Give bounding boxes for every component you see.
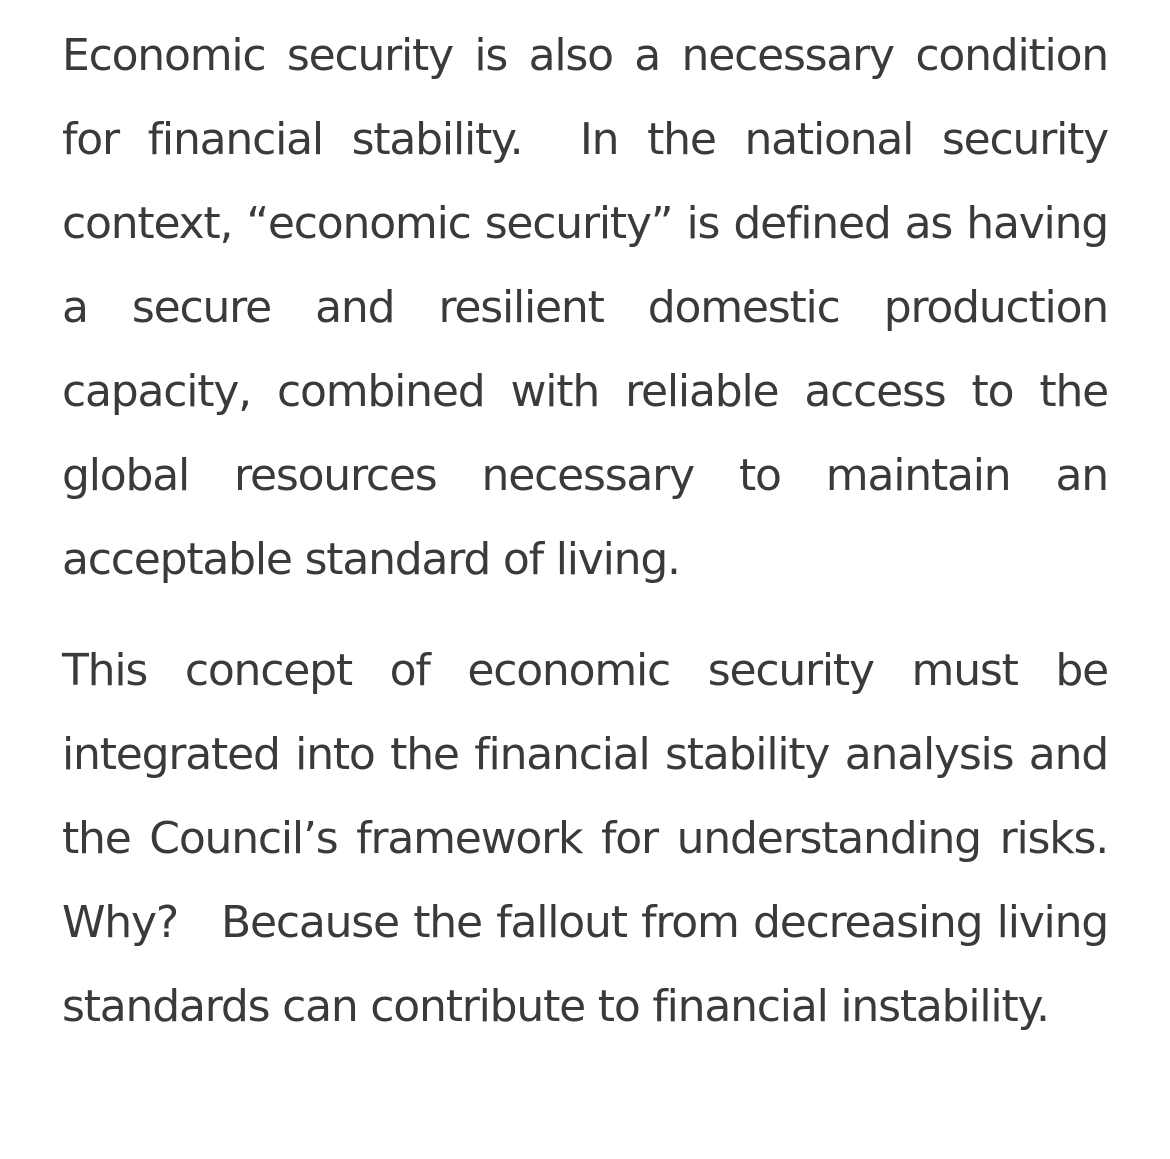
paragraph-financial-stability-integration: This concept of economic security must be integrated into the financial stability analysis and the Council’s framework for understanding risks. Why? Because the fallout from decreasing living standards can contribute to financial instability. (62, 645, 1147, 1032)
article-body (62, 14, 1147, 1076)
paragraph-economic-security-definition: Economic security is also a necessary condition for financial stability. In the national security context, “economic security” is defined as having a secure and resilient domestic production capacity, combined with reliable access to the global resources necessary to maintain an acceptable standard of living. (62, 30, 1121, 585)
